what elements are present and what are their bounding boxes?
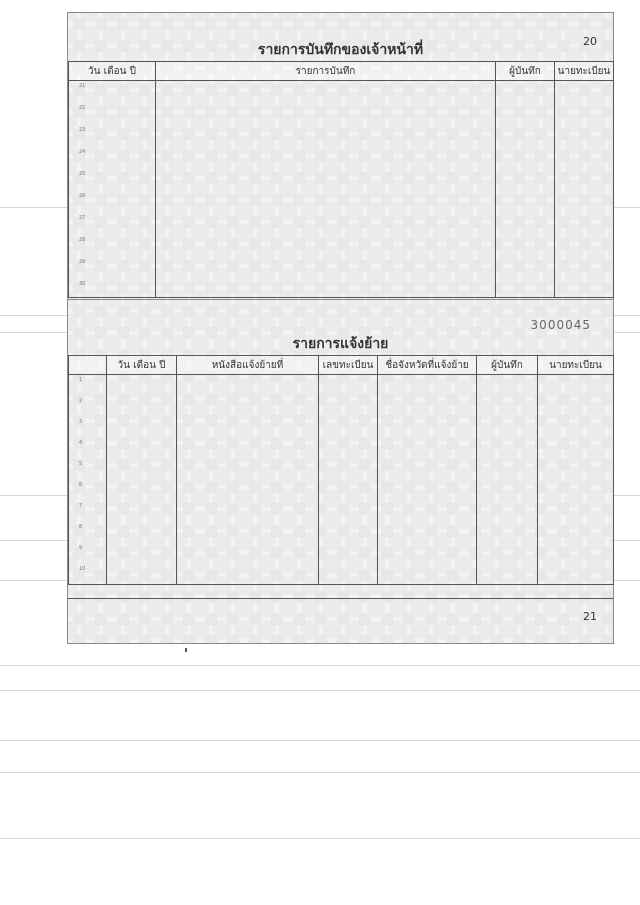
table-header-row (69, 356, 614, 375)
table-row (69, 480, 614, 501)
table-row (69, 438, 614, 459)
move-notice-page (67, 300, 614, 644)
table-row (69, 501, 614, 522)
footer-divider (68, 598, 613, 599)
table-row (69, 375, 614, 396)
row-number: 27 (69, 213, 156, 235)
row-number: 29 (69, 257, 156, 279)
col-header-registrar: นายทะเบียน (555, 62, 614, 81)
officer-record-table (68, 61, 614, 298)
table-row (69, 564, 614, 585)
row-number: 9 (69, 543, 107, 564)
table-row (69, 235, 614, 257)
table-row (69, 257, 614, 279)
row-number: 2 (69, 396, 107, 417)
row-number: 5 (69, 459, 107, 480)
row-number: 22 (69, 103, 156, 125)
row-number: 10 (69, 564, 107, 585)
row-number: 30 (69, 279, 156, 298)
row-number: 26 (69, 191, 156, 213)
col-header-date: วัน เดือน ปี (107, 356, 177, 375)
officer-record-page (67, 12, 614, 300)
scan-line (0, 665, 640, 666)
scan-line (0, 772, 640, 773)
ink-mark (185, 648, 187, 652)
row-number: 1 (69, 375, 107, 396)
col-header-move-letter: หนังสือแจ้งย้ายที่ (177, 356, 319, 375)
section-title: รายการแจ้งย้าย (292, 336, 389, 352)
col-header-recorder: ผู้บันทึก (477, 356, 538, 375)
row-number: 8 (69, 522, 107, 543)
col-header-record: รายการบันทึก (156, 62, 496, 81)
table-row (69, 417, 614, 438)
table-row (69, 103, 614, 125)
scan-line (0, 838, 640, 839)
row-number: 25 (69, 169, 156, 191)
col-header-recorder: ผู้บันทึก (496, 62, 555, 81)
table-row (69, 125, 614, 147)
table-row (69, 543, 614, 564)
move-notice-table (68, 355, 614, 585)
table-row (69, 147, 614, 169)
table-row (69, 459, 614, 480)
row-number: 21 (69, 81, 156, 103)
table-row (69, 522, 614, 543)
row-number: 6 (69, 480, 107, 501)
table-row (69, 396, 614, 417)
col-header-registration-no: เลขทะเบียน (319, 356, 378, 375)
section-title: รายการบันทึกของเจ้าหน้าที่ (257, 42, 424, 58)
col-header-province: ชื่อจังหวัดที่แจ้งย้าย (378, 356, 477, 375)
col-header-index (69, 356, 107, 375)
table-row (69, 279, 614, 298)
row-number: 28 (69, 235, 156, 257)
page-number: 21 (583, 610, 597, 623)
scan-line (0, 690, 640, 691)
table-row (69, 213, 614, 235)
row-number: 23 (69, 125, 156, 147)
table-row (69, 81, 614, 103)
row-number: 3 (69, 417, 107, 438)
page-number: 20 (583, 35, 597, 48)
row-number: 24 (69, 147, 156, 169)
table-row (69, 169, 614, 191)
reference-number: 3000045 (530, 318, 591, 332)
table-header-row (69, 62, 614, 81)
table-row (69, 191, 614, 213)
row-number: 7 (69, 501, 107, 522)
row-number: 4 (69, 438, 107, 459)
col-header-date: วัน เดือน ปี (69, 62, 156, 81)
col-header-registrar: นายทะเบียน (538, 356, 614, 375)
scan-line (0, 740, 640, 741)
